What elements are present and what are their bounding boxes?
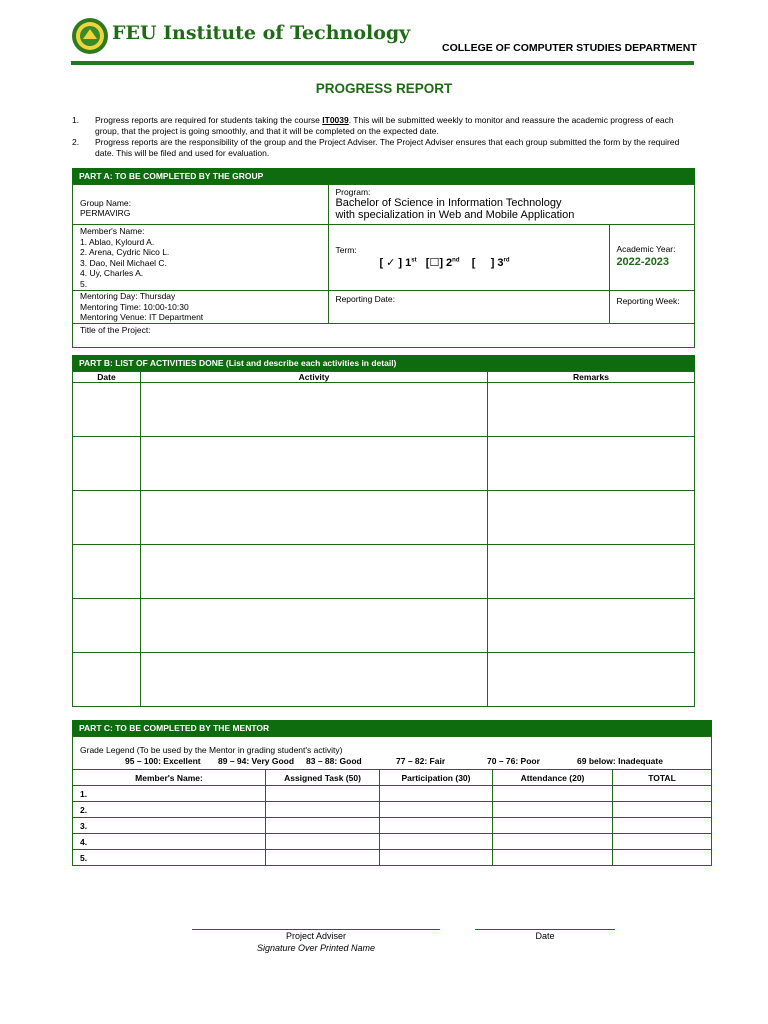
academic-year-cell xyxy=(610,225,695,291)
member-item: 1. Ablao, Kylourd A. xyxy=(80,236,155,247)
date-cell[interactable] xyxy=(73,545,141,599)
column-header-member: Member's Name: xyxy=(73,770,266,786)
date-signature-line xyxy=(475,929,615,930)
activity-cell[interactable] xyxy=(141,491,488,545)
table-row xyxy=(73,599,695,653)
activity-cell[interactable] xyxy=(141,383,488,437)
column-header-attendance: Attendance (20) xyxy=(493,770,613,786)
activities-table xyxy=(72,371,695,707)
logo-seal xyxy=(71,17,109,55)
group-name-value: PERMAVIRG xyxy=(80,208,131,218)
column-header-assigned-task: Assigned Task (50) xyxy=(266,770,380,786)
group-name-label: Group Name: xyxy=(80,198,132,208)
program-value-line2: with specialization in Web and Mobile Application xyxy=(335,209,575,221)
mentoring-cell xyxy=(73,291,329,324)
member-number[interactable]: 3. xyxy=(73,818,266,834)
table-row xyxy=(73,437,695,491)
adviser-sublabel: Signature Over Printed Name xyxy=(256,943,376,953)
term-3-checkbox[interactable]: [ ] xyxy=(471,257,495,269)
grade-legend-cell xyxy=(73,737,712,770)
activity-cell[interactable] xyxy=(141,545,488,599)
part-b xyxy=(72,355,695,707)
department-name: COLLEGE OF COMPUTER STUDIES DEPARTMENT xyxy=(442,42,697,54)
date-cell[interactable] xyxy=(73,653,141,707)
project-title-label: Title of the Project: xyxy=(80,324,151,335)
term-options: [ ✓ ] 1st [☐] 2nd [ ] 3rd xyxy=(379,257,510,269)
program-label: Program: xyxy=(335,187,371,197)
member-item: 3. Dao, Neil Michael C. xyxy=(80,257,167,268)
part-c xyxy=(72,720,712,866)
table-row xyxy=(73,834,712,850)
header-rule xyxy=(71,61,694,65)
date-cell[interactable] xyxy=(73,491,141,545)
activity-cell[interactable] xyxy=(141,653,488,707)
member-item: 5. xyxy=(80,278,88,289)
table-row xyxy=(73,786,712,802)
remarks-cell[interactable] xyxy=(488,437,695,491)
reporting-date-label: Reporting Date: xyxy=(335,294,395,304)
part-c-header: PART C: TO BE COMPLETED BY THE MENTOR xyxy=(72,720,712,736)
adviser-signature-line xyxy=(192,929,440,930)
grade-legend: 95 – 100: Excellent 89 – 94: Very Good 83 – 88: Good 77 – 82: Fair 70 – 76: Poor 69 below: Inadequate xyxy=(125,756,663,766)
member-number[interactable]: 4. xyxy=(73,834,266,850)
table-row xyxy=(73,653,695,707)
column-header-date: Date xyxy=(73,372,141,383)
date-label: Date xyxy=(535,931,555,941)
instruction-1: 1. Progress reports are required for students taking the course IT0039. This will be submitted weekly to monitor and reassure the academic progress of each group, that the project is going smoothly, and that it will be completed on the expected date. xyxy=(72,115,674,136)
member-number[interactable]: 1. xyxy=(73,786,266,802)
remarks-cell[interactable] xyxy=(488,491,695,545)
program-value-line1: Bachelor of Science in Information Technology xyxy=(335,197,562,209)
activity-cell[interactable] xyxy=(141,437,488,491)
table-row xyxy=(73,802,712,818)
mentoring-venue: Mentoring Venue: IT Department xyxy=(80,312,204,322)
member-item: 4. Uy, Charles A. xyxy=(80,268,144,278)
course-code: IT0039 xyxy=(322,115,349,125)
part-a xyxy=(72,168,695,348)
remarks-cell[interactable] xyxy=(488,653,695,707)
date-cell[interactable] xyxy=(73,599,141,653)
member-number[interactable]: 5. xyxy=(73,850,266,866)
term-label: Term: xyxy=(335,245,357,255)
column-header-total: TOTAL xyxy=(613,770,712,786)
date-cell[interactable] xyxy=(73,383,141,437)
member-item: 2. Arena, Cydric Nico L. xyxy=(80,247,170,257)
table-row xyxy=(73,491,695,545)
remarks-cell[interactable] xyxy=(488,599,695,653)
table-row xyxy=(73,383,695,437)
column-header-activity: Activity xyxy=(141,372,488,383)
program-cell xyxy=(329,185,695,225)
column-header-participation: Participation (30) xyxy=(380,770,493,786)
term-cell xyxy=(329,225,610,291)
academic-year-label: Academic Year: xyxy=(616,244,676,254)
table-row xyxy=(73,545,695,599)
term-2-checkbox[interactable]: [☐] xyxy=(425,257,443,269)
column-header-remarks: Remarks xyxy=(488,372,695,383)
table-row xyxy=(73,818,712,834)
members-cell xyxy=(73,225,329,291)
academic-year-value: 2022-2023 xyxy=(616,256,670,268)
remarks-cell[interactable] xyxy=(488,383,695,437)
members-label: Member's Name: xyxy=(80,226,145,236)
part-b-header: PART B: LIST OF ACTIVITIES DONE (List and describe each activities in detail) xyxy=(72,355,695,371)
group-name-cell xyxy=(73,185,329,225)
reporting-week-label: Reporting Week: xyxy=(616,296,680,306)
grading-table xyxy=(72,736,712,866)
mentoring-day: Mentoring Day: Thursday xyxy=(80,291,176,301)
grade-legend-title: Grade Legend (To be used by the Mentor in grading student's activity) xyxy=(80,745,343,755)
member-number[interactable]: 2. xyxy=(73,802,266,818)
mentoring-time: Mentoring Time: 10:00-10:30 xyxy=(80,301,189,312)
table-row xyxy=(73,850,712,866)
remarks-cell[interactable] xyxy=(488,545,695,599)
part-a-header: PART A: TO BE COMPLETED BY THE GROUP xyxy=(72,168,695,184)
instruction-2: 2. Progress reports are the responsibility of the group and the Project Adviser. The Project Adviser ensures that each group submitted the form by the required date. This will be filed and used for evaluation. xyxy=(72,137,680,158)
instruction-number: 2. xyxy=(72,137,80,147)
reporting-week-cell xyxy=(610,291,695,324)
institution-name: FEU Institute of Technology xyxy=(112,22,411,44)
term-1-checkbox[interactable]: [ ✓ ] xyxy=(379,257,403,269)
adviser-label: Project Adviser xyxy=(285,931,347,941)
reporting-date-cell xyxy=(329,291,610,324)
page-title: PROGRESS REPORT xyxy=(315,81,453,96)
date-cell[interactable] xyxy=(73,437,141,491)
instruction-number: 1. xyxy=(72,115,80,125)
project-title-cell xyxy=(73,323,695,347)
activity-cell[interactable] xyxy=(141,599,488,653)
